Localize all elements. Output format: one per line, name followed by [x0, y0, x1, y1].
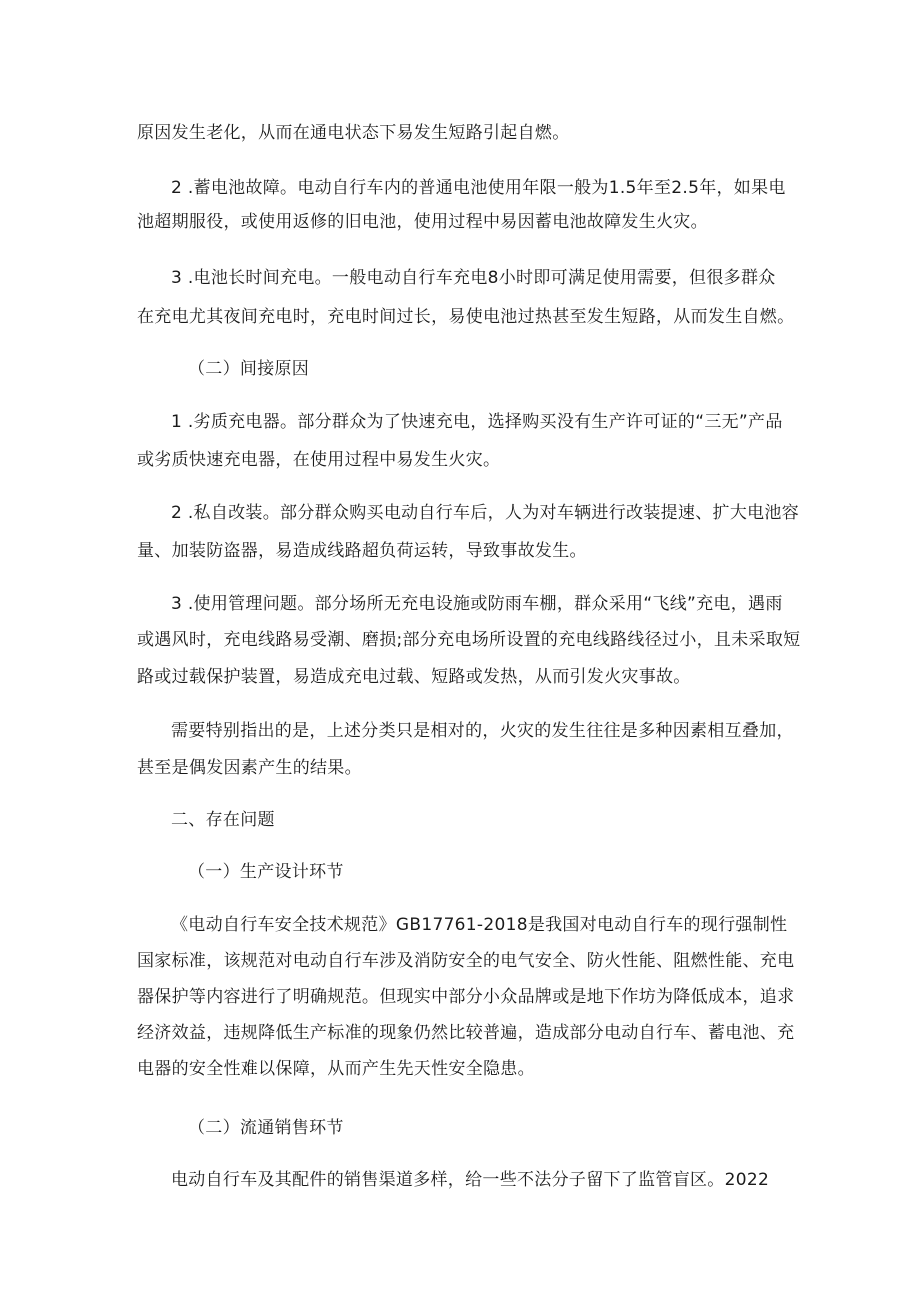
paragraph-line: 电动自行车及其配件的销售渠道多样，给一些不法分子留下了监管盲区。2022 [171, 1170, 770, 1190]
paragraph-line: 量、加装防盗器，易造成线路超负荷运转，导致事故发生。 [137, 541, 587, 561]
paragraph-line: 原因发生老化，从而在通电状态下易发生短路引起自燃。 [137, 123, 570, 143]
paragraph-line: 器保护等内容进行了明确规范。但现实中部分小众品牌或是地下作坊为降低成本，追求 [137, 987, 795, 1007]
paragraph-line: 经济效益，违规降低生产标准的现象仍然比较普遍，造成部分电动自行车、蓄电池、充 [137, 1023, 795, 1043]
paragraph-line: 《电动自行车安全技术规范》GB17761-2018是我国对电动自行车的现行强制性 [171, 915, 788, 935]
subsection-heading: （一）生产设计环节 [188, 862, 344, 882]
section-heading: 二、存在问题 [171, 810, 275, 830]
paragraph-line: 需要特别指出的是，上述分类只是相对的，火灾的发生往往是多种因素相互叠加， [171, 721, 794, 741]
paragraph-line: 在充电尤其夜间充电时，充电时间过长，易使电池过热甚至发生短路，从而发生自燃。 [137, 307, 795, 327]
paragraph-line: 路或过载保护装置，易造成充电过载、短路或发热，从而引发火灾事故。 [137, 667, 691, 687]
paragraph-line: 池超期服役，或使用返修的旧电池，使用过程中易因蓄电池故障发生火灾。 [137, 212, 708, 232]
paragraph-line: 1 .劣质充电器。部分群众为了快速充电，选择购买没有生产许可证的“三无”产品 [171, 412, 783, 432]
paragraph-line: 或遇风时，充电线路易受潮、磨损;部分充电场所设置的充电线路线径过小，且未采取短 [137, 630, 801, 650]
paragraph-line: 2 .私自改装。部分群众购买电动自行车后，人为对车辆进行改装提速、扩大电池容 [171, 503, 800, 523]
paragraph-line: 3 .使用管理问题。部分场所无充电设施或防雨车棚，群众采用“飞线”充电，遇雨 [171, 594, 783, 614]
paragraph-line: 国家标准，该规范对电动自行车涉及消防安全的电气安全、防火性能、阻燃性能、充电 [137, 951, 795, 971]
section-heading: （二）间接原因 [188, 359, 310, 379]
paragraph-line: 电器的安全性难以保障，从而产生先天性安全隐患。 [137, 1059, 535, 1079]
subsection-heading: （二）流通销售环节 [188, 1118, 344, 1138]
paragraph-line: 甚至是偶发因素产生的结果。 [137, 758, 362, 778]
paragraph-line: 3 .电池长时间充电。一般电动自行车充电8小时即可满足使用需要，但很多群众 [171, 268, 776, 288]
paragraph-line: 2 .蓄电池故障。电动自行车内的普通电池使用年限一般为1.5年至2.5年，如果电 [171, 178, 786, 198]
paragraph-line: 或劣质快速充电器，在使用过程中易发生火灾。 [137, 450, 501, 470]
